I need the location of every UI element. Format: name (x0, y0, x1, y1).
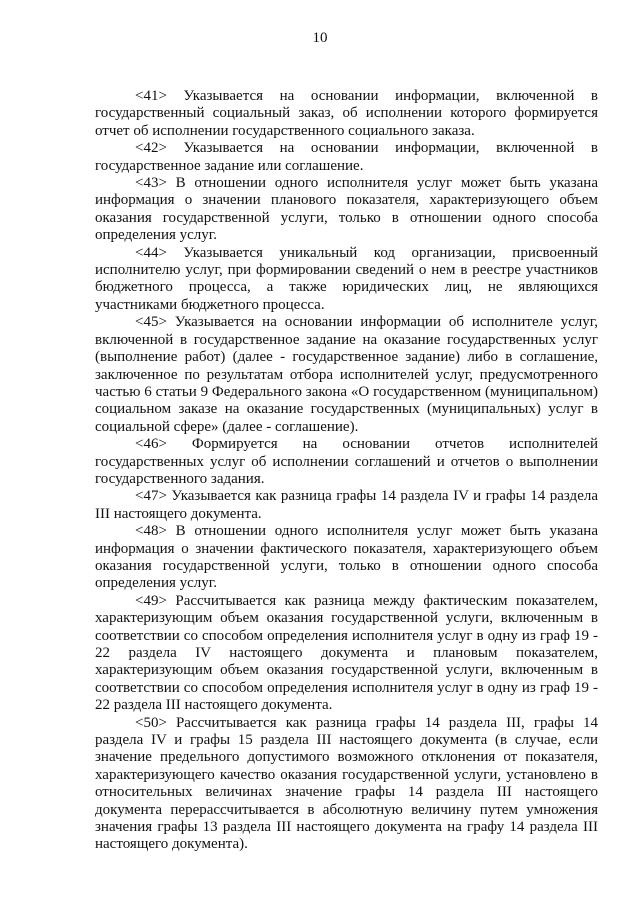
footnote-48: <48> В отношении одного исполнителя услуг может быть указана информация о значении фактического показателя, характеризующего объем оказания государственной услуги, только в отношении одного способа определения услуг. (95, 523, 598, 592)
footnote-43: <43> В отношении одного исполнителя услуг может быть указана информация о значении планового показателя, характеризующего объем оказания государственной услуги, только в отношении одного способа определения услуг. (95, 175, 598, 244)
footnote-50: <50> Рассчитывается как разница графы 14 раздела III, графы 14 раздела IV и графы 15 раздела III настоящего документа (в случае, если значение предельного допустимого возможного отклонения от показателя, характеризующего качество оказания государственной услуги, установлено в относительных величинах значение графы 14 раздела III настоящего документа перерассчитывается в абсолютную величину путем умножения значения графы 13 раздела III настоящего документа на графу 14 раздела III настоящего документа). (95, 714, 598, 853)
footnote-44: <44> Указывается уникальный код организации, присвоенный исполнителю услуг, при формировании сведений о нем в реестре участников бюджетного процесса, а также юридических лиц, не являющихся участниками бюджетного процесса. (95, 244, 598, 313)
footnote-49: <49> Рассчитывается как разница между фактическим показателем, характеризующим объем оказания государственной услуги, включенным в соответствии со способом определения исполнителя услуг в одну из граф 19 - 22 раздела IV настоящего документа и плановым показателем, характеризующим объем оказания государственной услуги, включенным в соответствии со способом определения исполнителя услуг в одну из граф 19 - 22 раздела III настоящего документа. (95, 592, 598, 714)
footnotes-body (95, 88, 598, 854)
page-number: 10 (312, 30, 328, 46)
footnote-42: <42> Указывается на основании информации, включенной в государственное задание или соглашение. (95, 140, 598, 174)
footnote-45: <45> Указывается на основании информации об исполнителе услуг, включенной в государственное задание на оказание государственных услуг (выполнение работ) (далее - государственное задание) либо в соглашение, заключенное по результатам отбора исполнителей услуг, предусмотренного частью 6 статьи 9 Федерального закона «О государственном (муниципальном) социальном заказе на оказание государственных (муниципальных) услуг в социальной сфере» (далее - соглашение). (95, 314, 598, 435)
footnote-46: <46> Формируется на основании отчетов исполнителей государственных услуг об исполнении соглашений и отчетов о выполнении государственного задания. (95, 436, 598, 487)
footnote-47: <47> Указывается как разница графы 14 раздела IV и графы 14 раздела III настоящего документа. (95, 488, 598, 522)
footnote-41: <41> Указывается на основании информации, включенной в государственный социальный заказ, об исполнении которого формируется отчет об исполнении государственного социального заказа. (95, 88, 598, 139)
